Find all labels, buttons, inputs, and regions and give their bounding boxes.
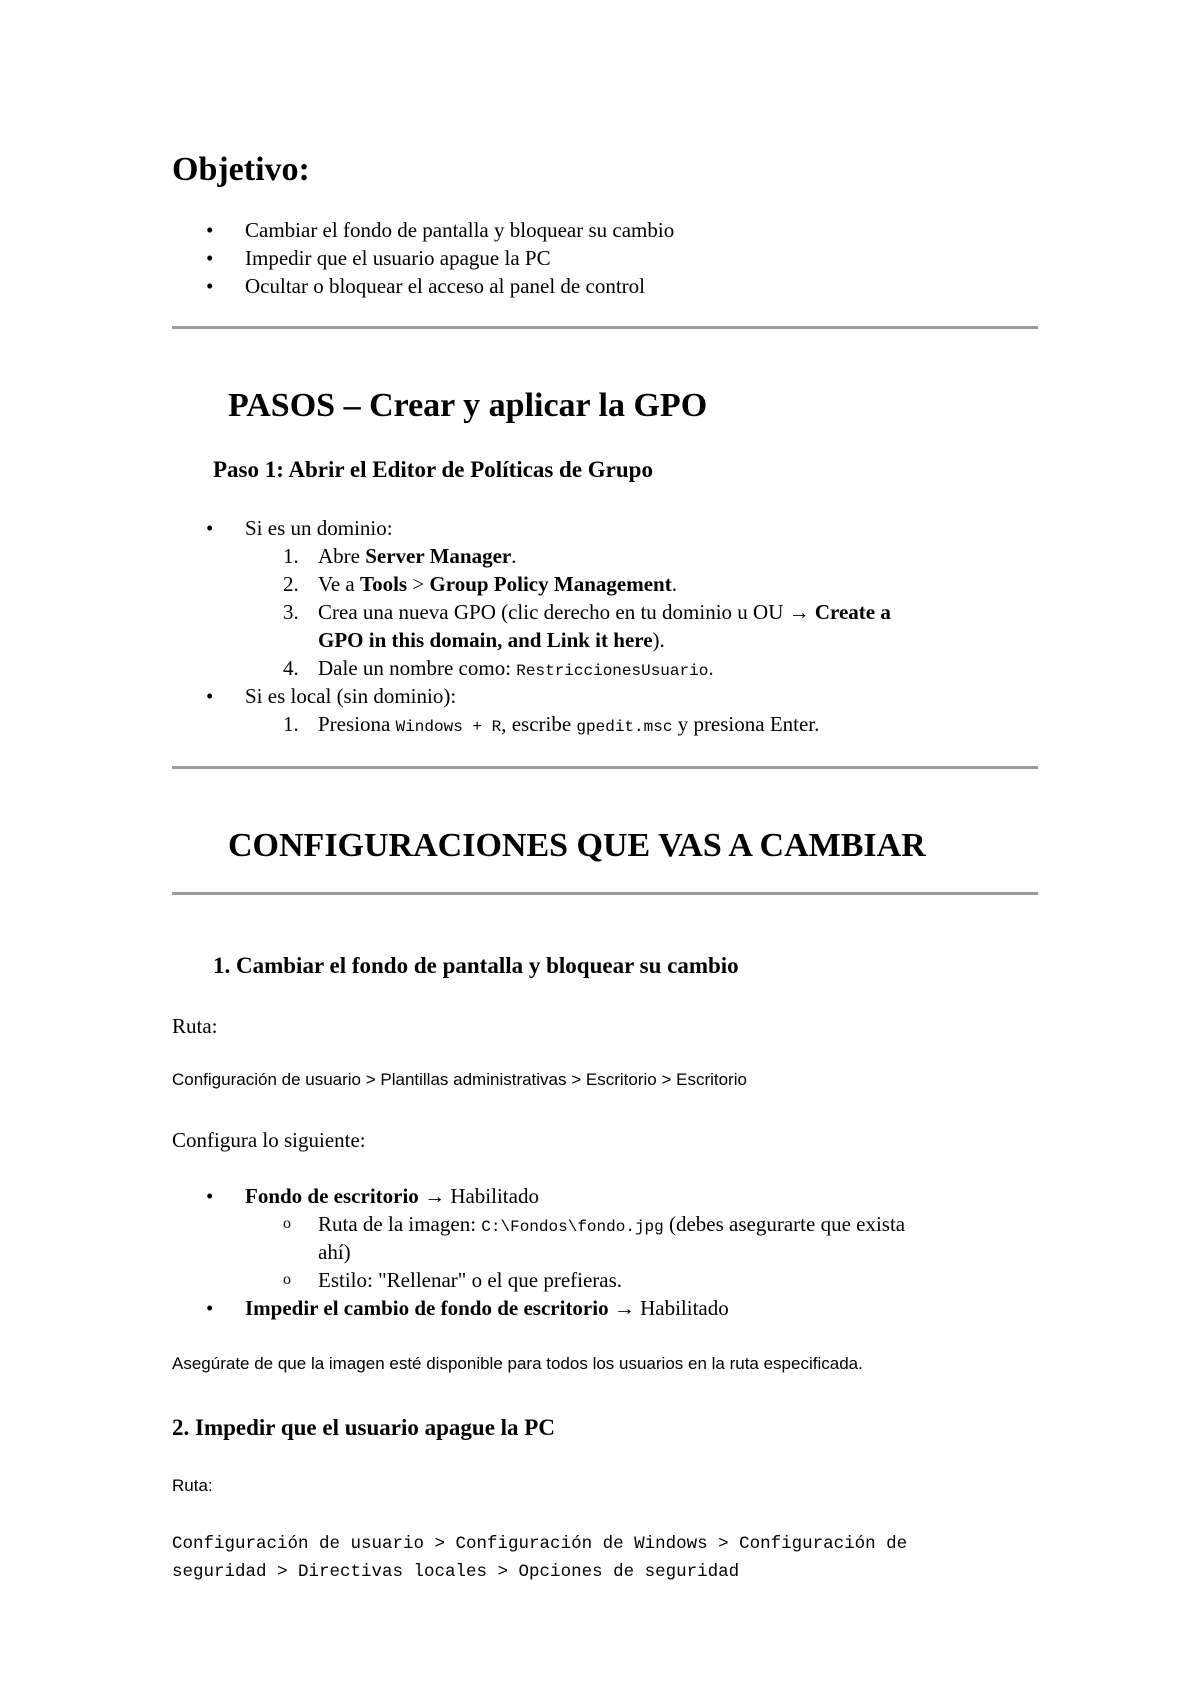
config-item-fondo: Fondo de escritorio → Habilitado: [245, 1184, 539, 1208]
configura-label: Configura lo siguiente:: [172, 1128, 366, 1152]
bullet-icon: •: [206, 1184, 214, 1208]
config-subitem-ruta-cont: ahí): [318, 1240, 351, 1264]
dominio-step-4: Dale un nombre como: RestriccionesUsuario.: [318, 656, 714, 680]
bullet-icon: •: [206, 516, 214, 540]
dominio-step-3-cont: GPO in this domain, and Link it here).: [318, 628, 665, 652]
horizontal-rule: [172, 892, 1038, 895]
bullet-icon: •: [206, 274, 214, 298]
section2-heading: 2. Impedir que el usuario apague la PC: [172, 1415, 555, 1440]
dominio-step-1: Abre Server Manager.: [318, 544, 517, 568]
step-number: 4.: [283, 656, 299, 680]
config-subitem-ruta: Ruta de la imagen: C:\Fondos\fondo.jpg (debes asegurarte que exista: [318, 1212, 906, 1236]
section1-heading: 1. Cambiar el fondo de pantalla y bloquear su cambio: [213, 953, 739, 978]
bullet-icon: •: [206, 246, 214, 270]
config-subitem-estilo: Estilo: "Rellenar" o el que prefieras.: [318, 1268, 623, 1292]
bullet-icon: •: [206, 1296, 214, 1320]
ruta-label: Ruta:: [172, 1014, 218, 1038]
bullet-icon: •: [206, 218, 214, 242]
horizontal-rule: [172, 326, 1038, 329]
step-number: 2.: [283, 572, 299, 596]
ruta-code-line: Configuración de usuario > Configuración de Windows > Configuración de: [172, 1534, 908, 1554]
ruta-path: Configuración de usuario > Plantillas administrativas > Escritorio > Escritorio: [172, 1070, 747, 1089]
local-step-1: Presiona Windows + R, escribe gpedit.msc y presiona Enter.: [318, 712, 820, 736]
pasos-heading: PASOS – Crear y aplicar la GPO: [228, 387, 708, 424]
paso1-heading: Paso 1: Abrir el Editor de Políticas de Grupo: [213, 457, 653, 482]
circle-bullet-icon: o: [283, 1215, 291, 1232]
circle-bullet-icon: o: [283, 1271, 291, 1288]
objetivo-item: Cambiar el fondo de pantalla y bloquear su cambio: [245, 218, 675, 242]
config-item-impedir: Impedir el cambio de fondo de escritorio → Habilitado: [245, 1296, 729, 1320]
objetivo-item: Impedir que el usuario apague la PC: [245, 246, 551, 270]
ruta-code-line: seguridad > Directivas locales > Opciones de seguridad: [172, 1562, 740, 1582]
local-label: Si es local (sin dominio):: [245, 684, 457, 708]
config-note: Asegúrate de que la imagen esté disponible para todos los usuarios en la ruta especificada.: [172, 1354, 863, 1373]
objetivo-heading: Objetivo:: [172, 151, 310, 188]
horizontal-rule: [172, 766, 1038, 769]
dominio-step-3: Crea una nueva GPO (clic derecho en tu dominio u OU → Create a: [318, 600, 891, 624]
ruta-label: Ruta:: [172, 1476, 213, 1495]
step-number: 1.: [283, 712, 299, 736]
step-number: 1.: [283, 544, 299, 568]
step-number: 3.: [283, 600, 299, 624]
objetivo-item: Ocultar o bloquear el acceso al panel de control: [245, 274, 645, 298]
bullet-icon: •: [206, 684, 214, 708]
dominio-step-2: Ve a Tools > Group Policy Management.: [318, 572, 677, 596]
config-heading: CONFIGURACIONES QUE VAS A CAMBIAR: [228, 827, 926, 864]
dominio-label: Si es un dominio:: [245, 516, 393, 540]
